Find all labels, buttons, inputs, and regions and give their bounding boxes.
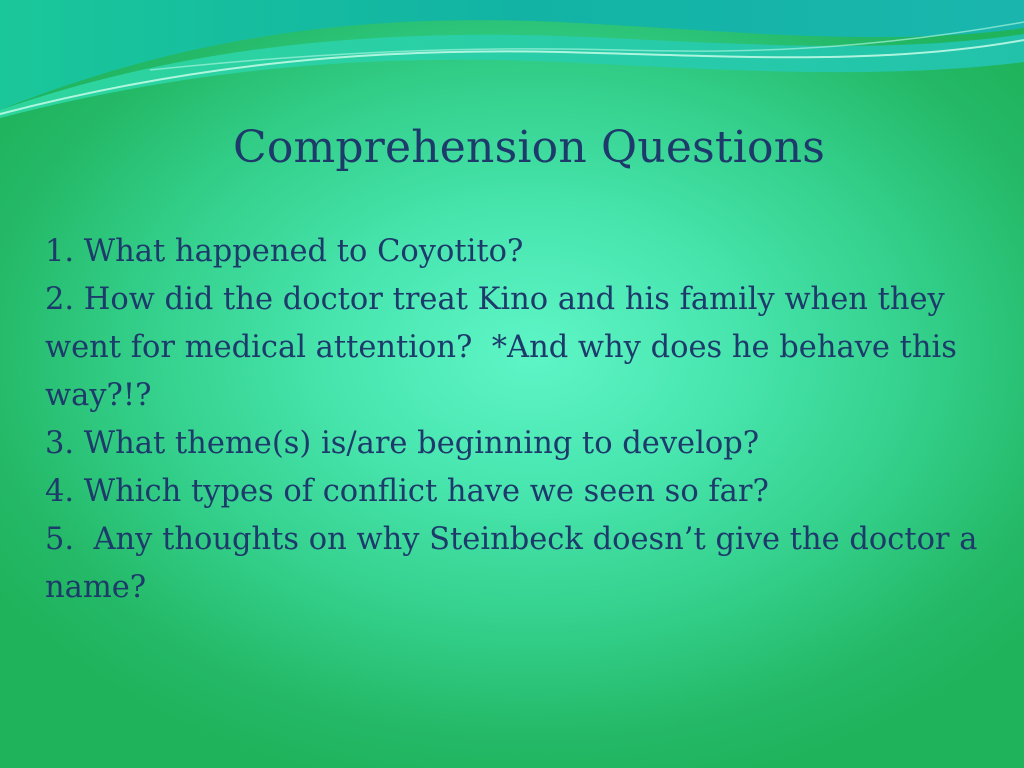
question-list: [45, 228, 995, 612]
decorative-wave-banner: [0, 0, 1024, 130]
slide-title: Comprehension Questions: [232, 122, 826, 173]
question-item: 2. How did the doctor treat Kino and his family when they went for medical attention? *And why does he behave this way?!?: [45, 282, 967, 413]
question-item: 1. What happened to Coyotito?: [45, 234, 524, 269]
question-item: 5. Any thoughts on why Steinbeck doesn’t give the doctor a name?: [45, 522, 988, 605]
question-item: 3. What theme(s) is/are beginning to develop?: [45, 426, 760, 461]
question-item: 4. Which types of conflict have we seen so far?: [45, 474, 769, 509]
